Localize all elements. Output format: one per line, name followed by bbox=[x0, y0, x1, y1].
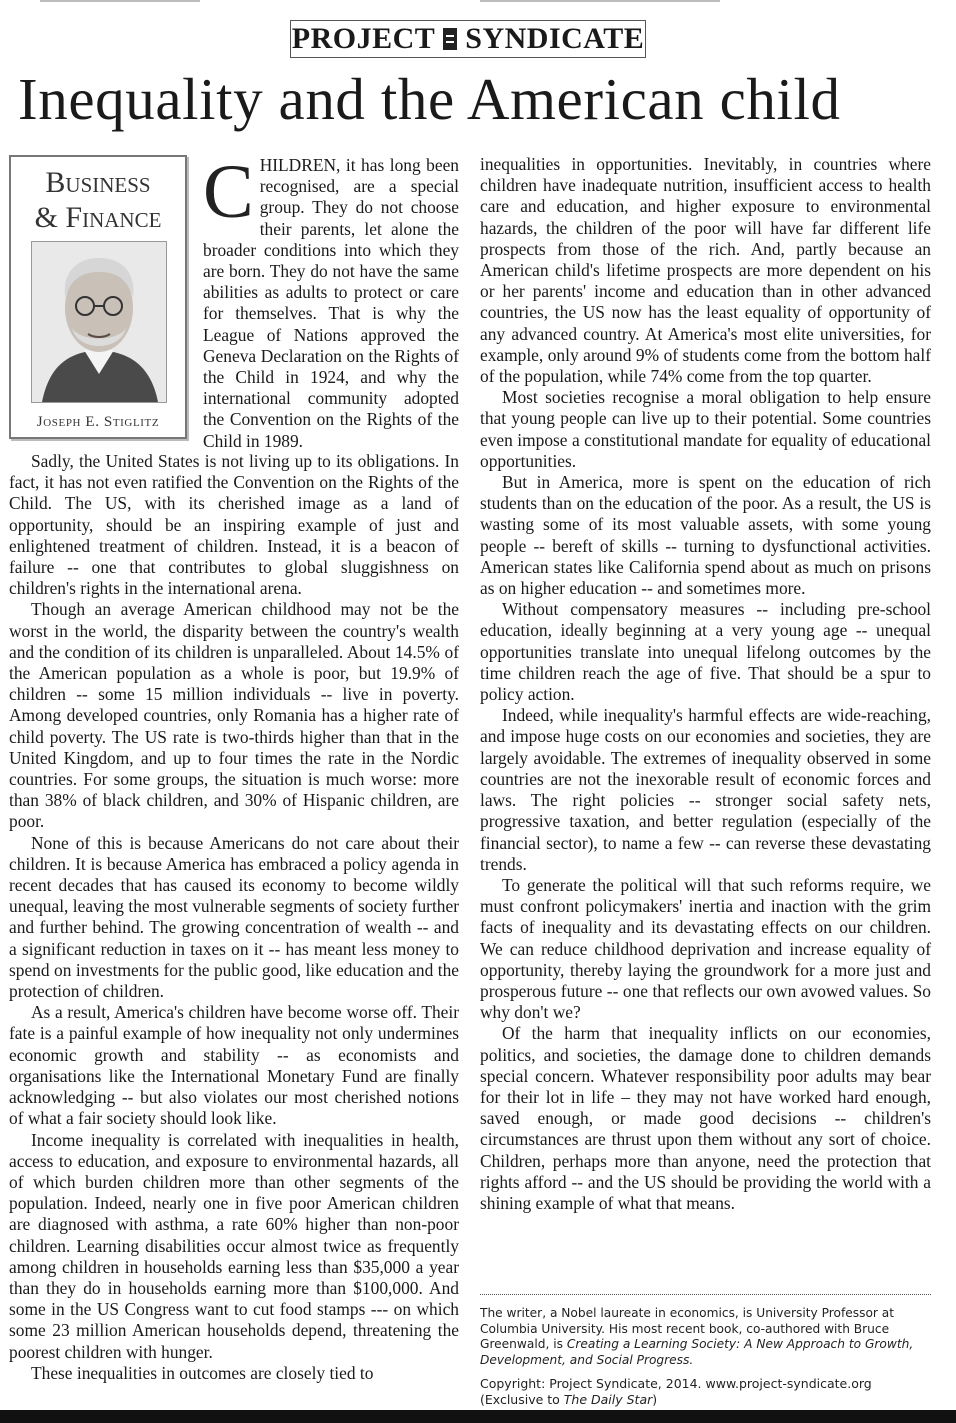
paragraph bbox=[203, 150, 459, 452]
top-cut-line bbox=[0, 0, 956, 6]
exclusive-suffix: ) bbox=[652, 1392, 658, 1407]
paragraph-text: HILDREN, it has long been recognised, are a special group. They do not choose their parents, let alone the broader conditions into which they are born. They do not have the same abilities as adults to protect or care for themselves. That is why the League of Nations approved the Geneva Declaration on the Rights of the Child in 1924, and why the international community adopted the Convention on the Rights of the Child in 1989. bbox=[203, 155, 459, 451]
author-box bbox=[9, 155, 187, 439]
dotted-divider bbox=[480, 1294, 931, 1295]
paragraph: But in America, more is spent on the education of rich students than on the education of the poor. As a result, the US is wasting some of its most valuable assets, with some young people -- bereft of skills -- turning to dysfunctional activities. American states like California spend about as much on prisons as on higher education -- and sometimes more. bbox=[480, 472, 931, 599]
paragraph: inequalities in opportunities. Inevitably, in countries where children have inadequate nutrition, insufficient access to health care and education, and higher exposure to environmental hazards, the children of the poor will have far different life prospects from those of the rich. And, partly because an American child's lifetime prospects are more dependent on his or her parents' income and education than in other advanced countries, the US now has the least equality of opportunity of any advanced country. At America's most elite universities, for example, only around 9% of students come from the bottom half of the population, while 74% come from the top quarter. bbox=[480, 154, 931, 387]
bio-text: The writer, a Nobel laureate in economics, is University Professor at Columbia University. His most recent book, co-authored with Bruce Greenwald, is bbox=[480, 1306, 895, 1351]
bottom-bar bbox=[0, 1410, 956, 1423]
headline: Inequality and the American child bbox=[18, 66, 841, 132]
section-line-1: Business bbox=[45, 166, 151, 199]
masthead bbox=[290, 20, 646, 58]
author-name: Joseph E. Stiglitz bbox=[36, 414, 160, 430]
paragraph: Though an average American childhood may not be the worst in the world, the disparity between the country's wealth and the condition of its children is unparalleled. About 14.5% of the American population as a whole is poor, but 19.9% of children -- some 15 million individuals -- live in poverty. Among developed countries, only Romania has a higher rate of child poverty. The US rate is two-thirds higher than that in the United Kingdom, and up to four times the rate in the Nordic countries. For some groups, the situation is much worse: more than 38% of black children, and 30% of Hispanic children, are poor. bbox=[9, 599, 459, 832]
bio-book-title: Creating a Learning Society: A New Approach to Growth, Development, and Social Progress. bbox=[480, 1337, 914, 1367]
paragraph: Indeed, while inequality's harmful effects are wide-reaching, and impose huge costs on our economies and societies, they are largely avoidable. The extremes of inequality observed in some countries are not the inexorable result of economic forces and laws. The right policies -- stronger social safety nets, progressive taxation, and better regulation (especially of the financial sector), to name a few -- can reverse these devastating trends. bbox=[480, 705, 931, 874]
column-3 bbox=[480, 154, 931, 1214]
paragraph: Without compensatory measures -- including pre-school education, ideally beginning at a very young age -- unequal opportunities translate into unequal lifelong outcomes by the time children reach the age of five. That should be a spur to policy action. bbox=[480, 599, 931, 705]
paragraph: As a result, America's children have become worse off. Their fate is a painful example of how inequality not only undermines economic growth and stability -- as economists and organisations like the International Monetary Fund are finally acknowledging -- but also violates our most cherished notions of what a fair society should look like. bbox=[9, 1002, 459, 1129]
column-2 bbox=[9, 451, 459, 1384]
paragraph: To generate the political will that such reforms require, we must confront policymakers' inertia and inaction with the grim facts of inequality and its devastating effects on our children. We can reduce childhood deprivation and increase equality of opportunity, thereby laying the groundwork for a more just and prosperous future -- one that reflects our own avowed values. So why don't we? bbox=[480, 874, 931, 1023]
exclusive-paper: The Daily Star bbox=[563, 1392, 653, 1407]
paragraph: Sadly, the United States is not living up to its obligations. In fact, it has not even ratified the Convention on the Rights of the Child. The US, with its cherished image as a land of opportunity, should be an inspiring example of just and enlightened treatment of children. Instead, it is a beacon of failure -- one that contributes to global sluggishness on children's rights in the international arena. bbox=[9, 451, 459, 599]
paragraph: None of this is because Americans do not care about their children. It is because America has embraced a policy agenda in recent decades that has caused its economy to become wildly unequal, leaving the most vulnerable segments of society further and further behind. The growing concentration of wealth -- and a significant reduction in taxes on it -- has meant less money to spend on investments for the public good, like education and the protection of children. bbox=[9, 832, 459, 1002]
paragraph: Of the harm that inequality inflicts on our economies, politics, and societies, the damage done to children demands special concern. Whatever responsibility poor adults may bear for their lot in life – they may not have worked hard enough, saved enough, or made good decisions -- children's circumstances are thrust upon them without any sort of choice. Children, perhaps more than anyone, need the protection that rights afford -- and the US should be providing the world with a shining example of what that means. bbox=[480, 1023, 931, 1213]
cut-text-fragment bbox=[480, 0, 720, 2]
cut-text-fragment bbox=[40, 0, 200, 2]
masthead-right: SYNDICATE bbox=[465, 22, 645, 55]
drop-cap: C bbox=[203, 150, 254, 234]
masthead-left: PROJECT bbox=[291, 22, 436, 55]
section-line-2: & Finance bbox=[34, 201, 162, 234]
author-bio bbox=[480, 1306, 931, 1368]
copyright-line: Copyright: Project Syndicate, 2014. www.project-syndicate.org bbox=[480, 1376, 872, 1391]
paragraph: Most societies recognise a moral obligation to help ensure that young people can live up to their potential. Some countries even impose a constitutional mandate for equality of educational opportunities. bbox=[480, 387, 931, 471]
portrait-icon bbox=[31, 241, 167, 403]
copyright-block bbox=[480, 1376, 931, 1408]
exclusive-line bbox=[480, 1392, 931, 1408]
exclusive-prefix: (Exclusive to bbox=[480, 1392, 564, 1407]
section-label bbox=[11, 165, 185, 235]
column-1 bbox=[203, 150, 459, 452]
paragraph: Income inequality is correlated with inequalities in health, access to education, and exposure to environmental hazards, all of which burden children more than other segments of the population. Indeed, nearly one in five poor American children are diagnosed with asthma, a rate 60% higher than non-poor children. Learning disabilities occur almost twice as frequently among children in households earning less than $35,000 a year than they do in households earning more than $100,000. And some in the US Congress want to cut food stamps --- on which some 23 million American households depend, threatening the poorest children with hunger. bbox=[9, 1129, 459, 1362]
newspaper-icon bbox=[443, 28, 457, 50]
paragraph: These inequalities in outcomes are closely tied to bbox=[31, 1362, 374, 1383]
portrait-drawing bbox=[32, 242, 166, 402]
